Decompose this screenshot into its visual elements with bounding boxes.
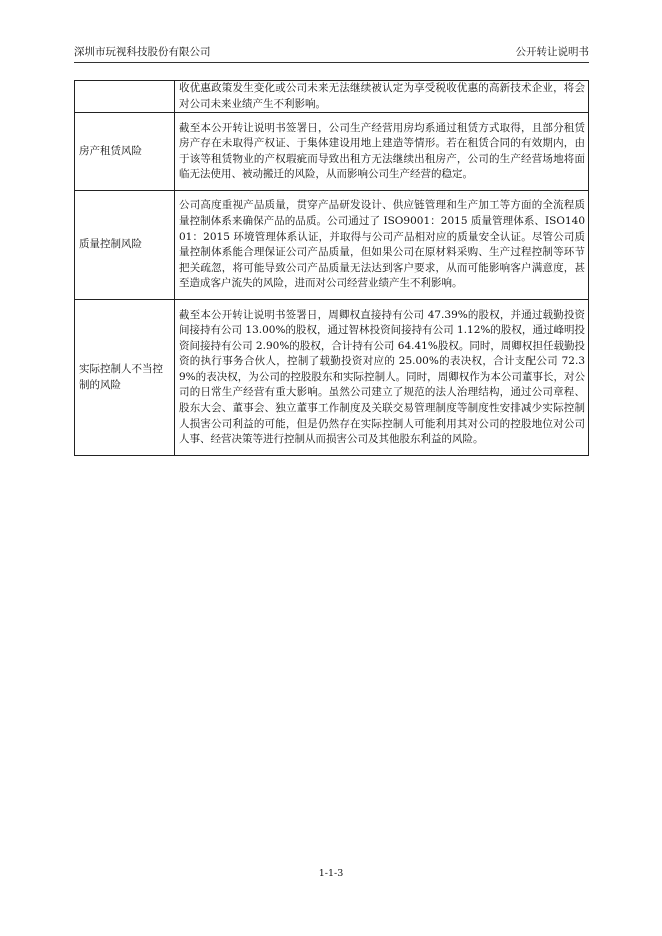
page-number: 1-1-3 [318,868,344,879]
header-document-type: 公开转让说明书 [515,46,589,58]
risk-label: 实际控制人不当控制的风险 [75,300,175,456]
page-header [74,44,589,63]
table-row [75,300,589,456]
risk-description: 收优惠政策发生变化或公司未来无法继续被认定为享受税收优惠的高新技术企业，将会对公司未来业绩产生不利影响。 [175,81,589,113]
risk-label: 质量控制风险 [75,191,175,300]
header-company-name: 深圳市玩视科技股份有限公司 [74,46,211,58]
risk-description: 公司高度重视产品质量，贯穿产品研发设计、供应链管理和生产加工等方面的全流程质量控制体系来确保产品的品质。公司通过了 ISO9001：2015 质量管理体系、ISO14001：2015 环境管理体系认证，并取得与公司产品相对应的质量安全认证。尽管公司质量控制体系能合理保证公司产品质量，但如果公司在原材料采购、生产过程控制等环节把关疏忽，将可能导致公司产品质量无法达到客户要求，从而可能影响客户满意度，甚至造成客户流失的风险，进而对公司经营业绩产生不利影响。 [175,191,589,300]
risk-description: 截至本公开转让说明书签署日，周卿权直接持有公司 47.39%的股权，并通过载勤投资间接持有公司 13.00%的股权，通过智林投资间接持有公司 1.12%的股权，通过峰明投资间接持有公司 2.90%的股权，合计持有公司 64.41%股权。同时，周卿权担任载勤投资的执行事务合伙人，控制了载勤投资对应的 25.00%的表决权，合计支配公司 72.39%的表决权，为公司的控股股东和实际控制人。同时，周卿权作为本公司董事长，对公司的日常生产经营有重大影响。虽然公司建立了规范的法人治理结构，通过公司章程、股东大会、董事会、独立董事工作制度及关联交易管理制度等制度性安排减少实际控制人损害公司利益的可能，但是仍然存在实际控制人可能利用其对公司的控股地位对公司人事、经营决策等进行控制从而损害公司及其他股东利益的风险。 [175,300,589,456]
table-row [75,191,589,300]
risk-factor-table [74,80,589,456]
table-row [75,81,589,113]
risk-description: 截至本公开转让说明书签署日，公司生产经营用房均系通过租赁方式取得，且部分租赁房产存在未取得产权证、于集体建设用地上建造等情形。若在租赁合同的有效期内，由于该等租赁物业的产权瑕疵而导致出租方无法继续出租房产，公司的生产经营场地将面临无法使用、被动搬迁的风险，从而影响公司生产经营的稳定。 [175,113,589,191]
table-row [75,113,589,191]
risk-label [75,81,175,113]
risk-label: 房产租赁风险 [75,113,175,191]
